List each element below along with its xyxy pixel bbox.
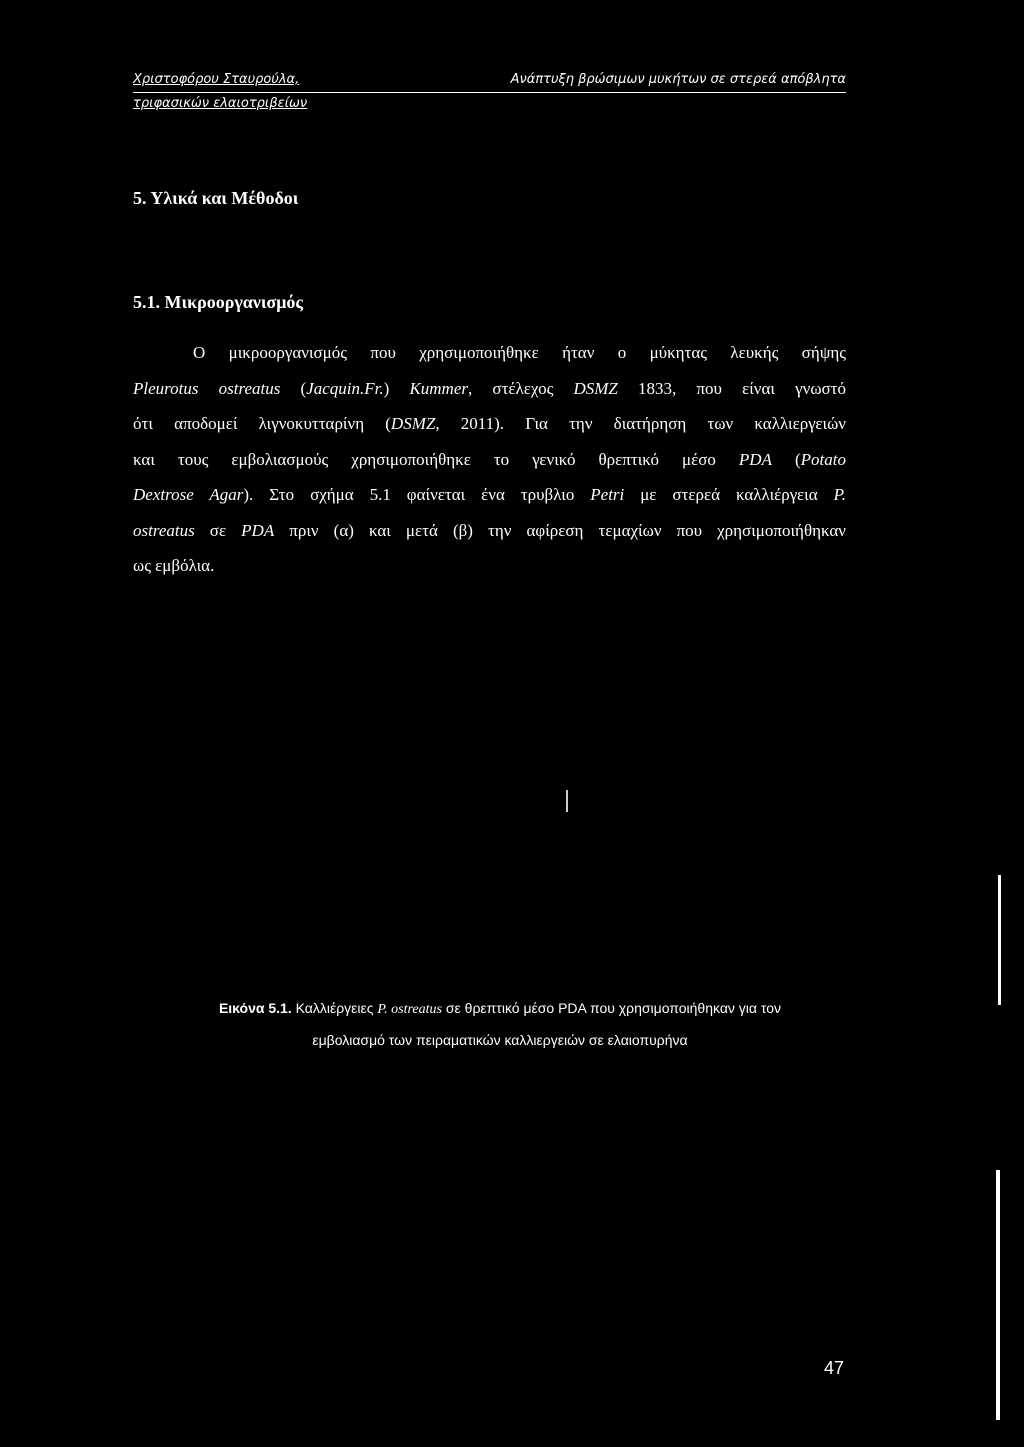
paragraph-line-3 <box>133 406 846 442</box>
text-run: με στερεά καλλιέργεια <box>624 485 834 504</box>
figure-caption <box>150 993 850 1056</box>
running-header <box>133 72 846 93</box>
dish-name: Petri <box>590 485 625 504</box>
paragraph-line-6 <box>133 513 846 549</box>
species-name: P. <box>833 485 847 504</box>
strain-collection: DSMZ <box>573 378 618 398</box>
text-run: ) <box>383 378 410 398</box>
species-name: ostreatus <box>133 520 195 540</box>
text-run: σε <box>194 520 242 540</box>
paragraph-line-1: Ο μικροοργανισμός που χρησιμοποιήθηκε ήταν ο μύκητας λευκής σήψης <box>193 343 846 362</box>
text-run: 1833, που είναι γνωστό <box>617 378 847 398</box>
subsection-title: 5.1. Μικροοργανισμός <box>133 292 304 312</box>
page-number: 47 <box>824 1358 845 1378</box>
header-thesis-title: Ανάπτυξη βρώσιμων μυκήτων σε στερεά απόβλητα <box>510 72 846 87</box>
text-run: και τους εμβολιασμούς χρησιμοποιήθηκε το γενικό θρεπτικό μέσο <box>133 449 739 469</box>
medium-abbrev: PDA <box>738 449 772 469</box>
text-run: ότι αποδομεί λιγνοκυτταρίνη ( <box>133 414 391 433</box>
medium-name: Potato <box>800 449 846 469</box>
text-run: ). Στο σχήμα 5.1 φαίνεται ένα τρυβλιο <box>243 485 591 504</box>
medium-abbrev: PDA <box>241 520 275 540</box>
text-run: Καλλιέργειες <box>291 1000 378 1016</box>
text-run: , 2011). Για την διατήρηση των καλλιεργειών <box>435 414 846 433</box>
caption-label: Εικόνα 5.1. <box>218 1000 292 1016</box>
text-run: ( <box>771 449 801 469</box>
paragraph-line-7: ως εμβόλια. <box>133 556 215 575</box>
paragraph-line-5 <box>133 477 846 513</box>
scan-edge-line <box>998 875 1001 1005</box>
body-paragraph <box>133 335 846 584</box>
species-name: P. ostreatus <box>377 1002 442 1017</box>
author-abbrev: Jacquin.Fr. <box>306 378 384 398</box>
header-author: Χριστοφόρου Σταυρούλα, <box>133 72 300 87</box>
text-run: ( <box>280 378 307 398</box>
medium-name: Dextrose Agar <box>133 485 244 504</box>
species-name: Pleurotus ostreatus <box>133 378 281 398</box>
text-run: σε θρεπτικό μέσο PDA που χρησιμοποιήθηκαν για τον <box>442 1000 782 1016</box>
header-author-cont: τριφασικών ελαιοτριβείων <box>133 96 308 111</box>
text-run: , στέλεχος <box>468 378 574 398</box>
author-name: Kummer <box>409 378 468 398</box>
text-run: πριν (α) και μετά (β) την αφίρεση τεμαχίων που χρησιμοποιήθηκαν <box>274 520 846 540</box>
paragraph-line-2 <box>133 371 846 407</box>
paragraph-line-4 <box>133 442 846 478</box>
caption-line-2: εμβολιασμό των πειραματικών καλλιεργειών σε ελαιοπυρήνα <box>312 1032 688 1048</box>
scan-mark <box>566 790 568 812</box>
scan-edge-line <box>996 1170 1000 1420</box>
section-title: 5. Υλικά και Μέθοδοι <box>133 188 299 208</box>
citation: DSMZ <box>390 414 436 433</box>
